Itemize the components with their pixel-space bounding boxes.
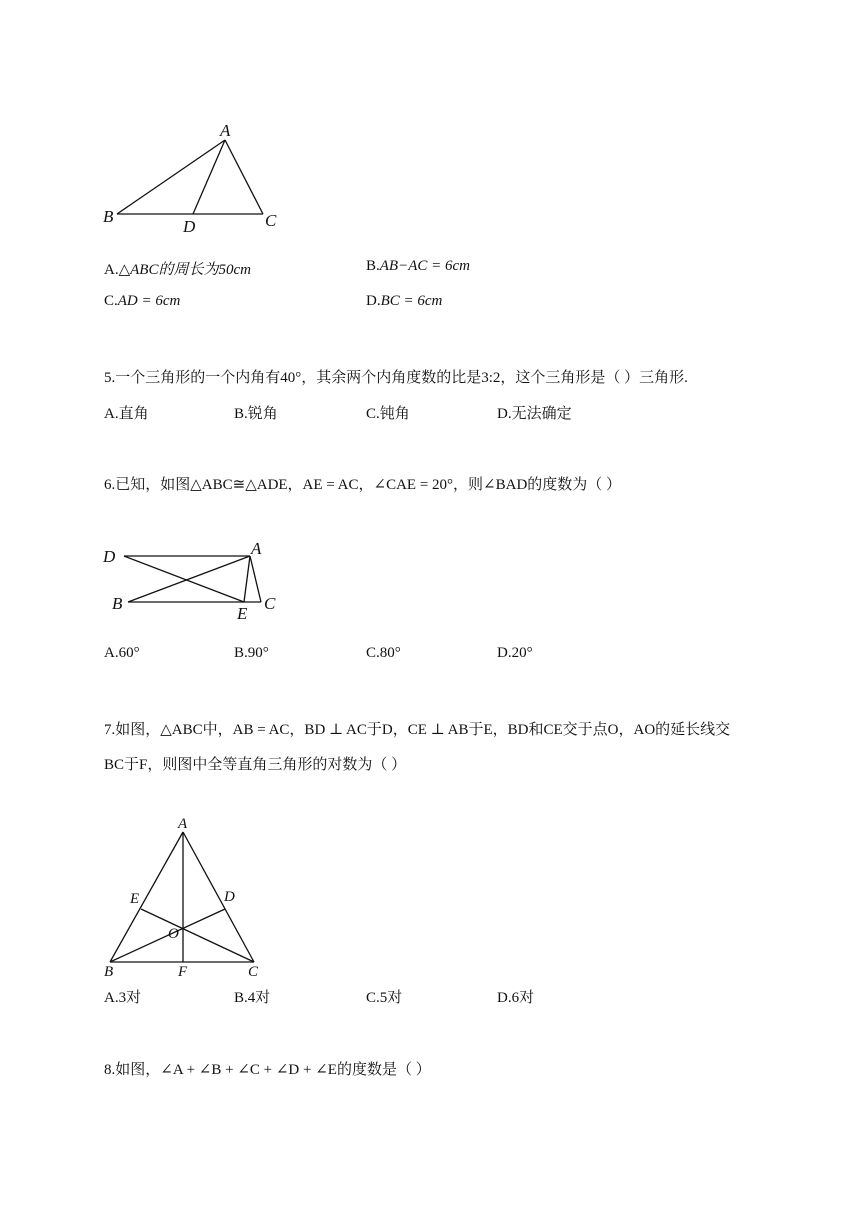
label-c: C bbox=[265, 211, 277, 230]
q6-option-a: A.60° bbox=[104, 645, 140, 661]
q4-option-a: A.△ABC的周长为50cm bbox=[104, 262, 251, 278]
q7-option-a: A.3对 bbox=[104, 990, 142, 1006]
figure-q6 bbox=[98, 536, 288, 626]
label-b: B bbox=[103, 207, 114, 226]
q5-stem: 5.一个三角形的一个内角有40°，其余两个内角度数的比是3:2，这个三角形是（ ）三角形. bbox=[104, 370, 688, 386]
q7-option-d: D.6对 bbox=[497, 990, 535, 1006]
q7-label-f: F bbox=[178, 964, 188, 979]
label-d: D bbox=[183, 217, 196, 236]
q7-option-c: C.5对 bbox=[366, 990, 403, 1006]
q6-option-c: C.80° bbox=[366, 645, 401, 661]
label-a: A bbox=[220, 121, 231, 140]
figure-q7 bbox=[98, 814, 278, 979]
q6-label-e: E bbox=[237, 604, 248, 623]
q7-stem-line1: 7.如图，△ABC中，AB = AC，BD ⊥ AC于D，CE ⊥ AB于E，BD和CE交于点O，AO的延长线交 bbox=[104, 722, 731, 738]
q5-option-c: C.钝角 bbox=[366, 406, 410, 422]
q7-label-c: C bbox=[248, 964, 259, 979]
q7-option-b: B.4对 bbox=[234, 990, 271, 1006]
q6-option-d: D.20° bbox=[497, 645, 533, 661]
q8-stem: 8.如图，∠A + ∠B + ∠C + ∠D + ∠E的度数是（ ） bbox=[104, 1062, 431, 1078]
q7-label-e: E bbox=[130, 891, 140, 907]
q7-label-a: A bbox=[178, 816, 188, 832]
q6-stem: 6.已知，如图△ABC≅△ADE，AE = AC，∠CAE = 20°，则∠BAD的度数为（ ） bbox=[104, 477, 622, 493]
q6-label-d: D bbox=[103, 547, 116, 566]
q5-option-a: A.直角 bbox=[104, 406, 149, 422]
q6-label-b: B bbox=[112, 594, 123, 613]
q4-option-b: B.AB−AC = 6cm bbox=[366, 258, 470, 274]
q7-label-d: D bbox=[224, 889, 235, 905]
figure-triangle-abc-ad bbox=[95, 118, 295, 238]
q5-option-d: D.无法确定 bbox=[497, 406, 572, 422]
q6-label-c: C bbox=[264, 594, 276, 613]
q4-option-c: C.AD = 6cm bbox=[104, 293, 181, 309]
q7-label-b: B bbox=[104, 964, 114, 979]
q5-option-b: B.锐角 bbox=[234, 406, 278, 422]
q4-option-d: D.BC = 6cm bbox=[366, 293, 443, 309]
q6-label-a: A bbox=[251, 539, 262, 558]
q6-option-b: B.90° bbox=[234, 645, 269, 661]
q7-label-o: O bbox=[168, 926, 179, 942]
q7-stem-line2: BC于F，则图中全等直角三角形的对数为（ ） bbox=[104, 757, 407, 773]
